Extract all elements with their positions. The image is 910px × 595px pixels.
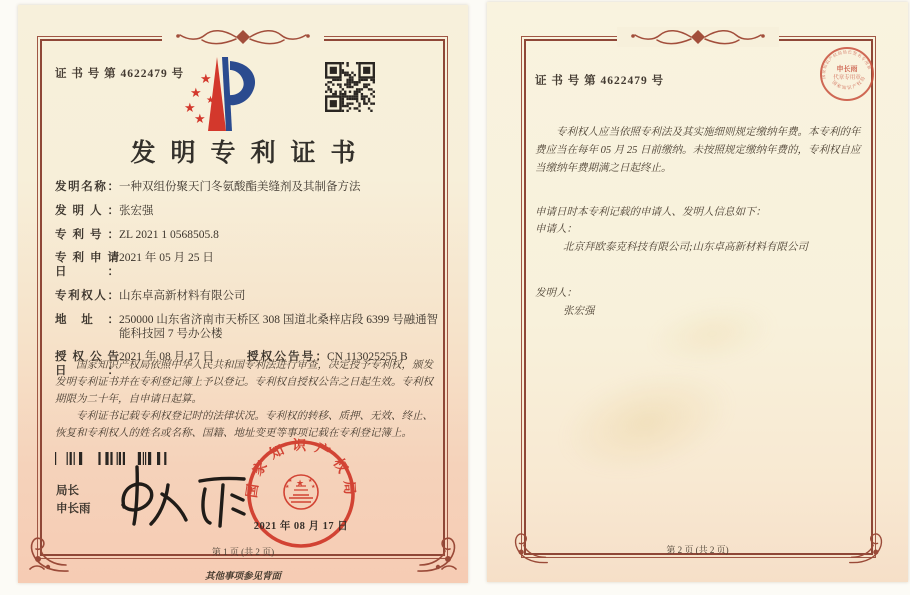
field-label: 授权公告号 ：	[247, 351, 327, 379]
info-intro-line: 申请日时本专利记载的申请人、发明人信息如下：	[535, 206, 766, 218]
legal-text	[55, 357, 442, 442]
svg-text:★: ★	[206, 95, 215, 106]
field-value: 2021 年 05 月 25 日	[119, 252, 214, 265]
svg-text:★: ★	[194, 112, 206, 127]
field-label: 专利权人 ：	[55, 290, 119, 304]
certificate-title: 发明专利证书	[130, 140, 371, 167]
svg-text:★: ★	[190, 86, 202, 101]
certificate-page-1	[18, 5, 468, 583]
svg-text:★: ★	[296, 479, 305, 489]
svg-text:★: ★	[311, 484, 316, 490]
page-number: 第 1 页 (共 2 页)	[211, 547, 275, 557]
field-label: 发明名称 ：	[55, 181, 119, 195]
field-row-patent-number	[55, 229, 440, 243]
field-label: 发明人 ：	[55, 205, 119, 219]
field-value: 张宏强	[119, 204, 154, 217]
official-seal	[245, 438, 357, 550]
seal-center-caption: 代章专用章	[833, 75, 861, 81]
field-row-address	[55, 314, 440, 342]
top-flourish-ornament	[162, 27, 324, 47]
svg-text:国家知识产权局	[245, 438, 357, 503]
top-flourish-ornament	[617, 27, 779, 47]
svg-text:★: ★	[288, 478, 293, 484]
field-row-patentee	[55, 290, 440, 304]
field-value: 250000 山东省济南市天桥区 308 国道北桑梓店段 6399 号融通智能科技园 7 号办公楼	[119, 313, 439, 340]
field-row-inventor	[55, 205, 440, 219]
seal-center-name: 申长雨	[836, 65, 858, 73]
spacer	[535, 257, 866, 285]
seal-date: 2021 年 08 月 17 日	[253, 521, 349, 532]
qr-code	[325, 62, 375, 112]
signature-seal	[817, 44, 877, 104]
annual-fee-paragraph: 专利权人应当依照专利法及其实施细则规定缴纳年费。本专利的年费应当在每年 05 月 25 日前缴纳。未按照规定缴纳年费的，专利权自应当缴纳年费期满之日起终止。	[535, 127, 861, 174]
seal-org-text: 国家知识产权局	[245, 438, 357, 503]
page2-body-text	[535, 124, 866, 321]
field-value: CN 113025255 B	[327, 351, 408, 364]
certificate-number: 证 书 号 第 4622479 号	[535, 75, 665, 87]
page-number: 第 2 页 (共 2 页)	[666, 545, 729, 555]
certificate-number: 证 书 号 第 4622479 号	[55, 68, 185, 80]
inventor-names: 张宏强	[563, 305, 595, 317]
applicant-names: 北京拜欧泰克科技有限公司;山东卓高新材料有限公司	[563, 242, 808, 254]
field-label: 地址 ：	[55, 314, 119, 342]
field-row-filing-date	[55, 252, 440, 280]
field-value: ZL 2021 1 0568505.8	[119, 228, 219, 241]
field-row-invention-title	[55, 181, 440, 195]
field-value: 一种双组份聚天门冬氨酸酯美缝剂及其制备方法	[119, 181, 361, 193]
field-value: 山东卓高新材料有限公司	[119, 289, 246, 302]
reverse-side-note: 其他事项参见背面	[204, 572, 281, 582]
legal-paragraph-2: 专利证书记载专利权登记时的法律状况。专利权的转移、质押、无效、终止、恢复和专利权人的姓名或名称、国籍、地址变更等事项记载在专利登记簿上。	[55, 411, 433, 439]
director-title: 局长	[56, 485, 79, 497]
director-block	[56, 482, 91, 519]
svg-text:★: ★	[200, 72, 212, 87]
applicant-label: 申请人：	[535, 224, 577, 236]
field-label: 专利号 ：	[55, 229, 119, 243]
certificate-page-2	[487, 2, 908, 582]
svg-text:★: ★	[308, 478, 313, 484]
seal-ring-bottom-text: 国家知识产权局	[831, 74, 867, 91]
cnipa-logo-icon	[170, 51, 266, 143]
seal-ring-top-text: 国家知识产权局局长签名专用章	[820, 49, 873, 80]
svg-text:★: ★	[184, 101, 196, 116]
legal-paragraph-1: 国家知识产权局依照中华人民共和国专利法进行审查，决定授予专利权，颁发发明专利证书并在专利登记簿上予以登记。专利权自授权公告之日起生效。专利权期限为二十年，自申请日起算。	[55, 360, 433, 405]
field-label: 专利申请日 ：	[55, 252, 119, 280]
field-value: 2021 年 08 月 17 日	[119, 351, 214, 364]
svg-text:★: ★	[285, 484, 290, 490]
field-label: 授权公告日 ：	[55, 351, 119, 379]
inventor-label: 发明人：	[535, 288, 577, 300]
director-name: 申长雨	[56, 503, 91, 516]
